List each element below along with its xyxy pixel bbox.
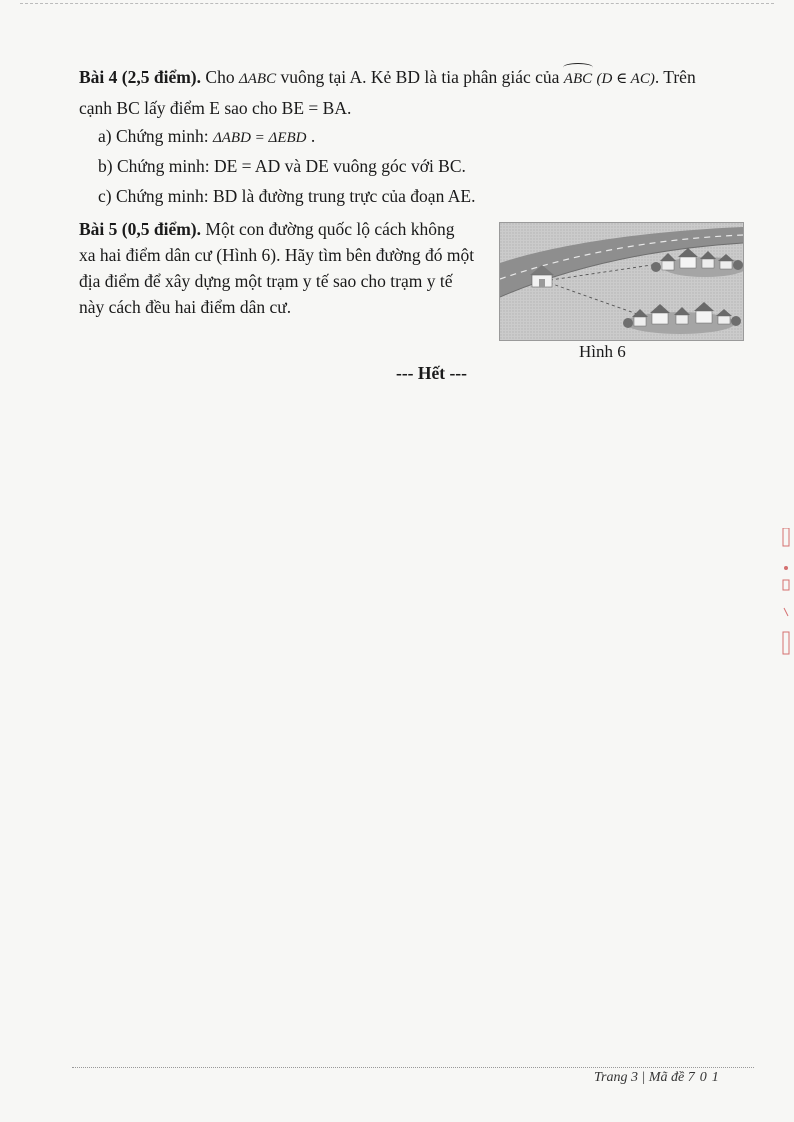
bai4-a-label: a) Chứng minh: <box>98 126 209 146</box>
bai4-angle-text: ABC <box>563 71 593 87</box>
bai4-a-end: . <box>310 126 316 146</box>
footer-code-label: Mã đề <box>648 1070 685 1085</box>
bai4-intro-2: vuông tại A. Kẻ BD là tia phân giác của <box>280 67 560 87</box>
road-villages-icon <box>500 223 743 340</box>
stamp-icon <box>779 528 793 658</box>
footer-code: 701 <box>687 1070 724 1085</box>
bai4-title: Bài 4 (2,5 điểm). <box>79 67 202 87</box>
page-footer <box>594 1070 724 1086</box>
top-divider <box>20 3 774 4</box>
bai4-intro-3: . Trên <box>654 67 696 87</box>
figure-road-villages <box>499 222 744 341</box>
bai4-line2: cạnh BC lấy điểm E sao cho BE = BA. <box>79 98 352 118</box>
bai4-part-c: c) Chứng minh: BD là đường trung trực của đoạn AE. <box>98 186 476 206</box>
bai4-part-a <box>98 123 315 151</box>
end-marker: --- Hết --- <box>396 363 467 383</box>
bai4-triangle: ΔABC <box>238 71 277 87</box>
bai4-a-math: ΔABD = ΔEBD <box>212 130 307 146</box>
bai5-line1-rest: Một con đường quốc lộ cách không <box>205 219 455 239</box>
bai4-line1 <box>79 64 696 92</box>
side-stamp-mark <box>779 528 793 658</box>
bai5-title: Bài 5 (0,5 điểm). <box>79 219 202 239</box>
bai4-angle <box>564 66 592 92</box>
bai4-part-b: b) Chứng minh: DE = AD và DE vuông góc với BC. <box>98 156 466 176</box>
arc-hat <box>563 63 593 72</box>
bai5-line1 <box>79 216 455 242</box>
bai4-condition: (D ∈ AC) <box>596 71 655 87</box>
footer-divider <box>72 1067 754 1068</box>
bai4-intro-1: Cho <box>205 67 235 87</box>
bai5-line3: địa điểm để xây dựng một trạm y tế sao cho trạm y tế <box>79 271 453 291</box>
bai5-line2: xa hai điểm dân cư (Hình 6). Hãy tìm bên đường đó một <box>79 245 475 265</box>
footer-page: Trang 3 | <box>594 1070 646 1085</box>
bai5-line4: này cách đều hai điểm dân cư. <box>79 297 292 317</box>
figure-caption: Hình 6 <box>579 342 626 361</box>
